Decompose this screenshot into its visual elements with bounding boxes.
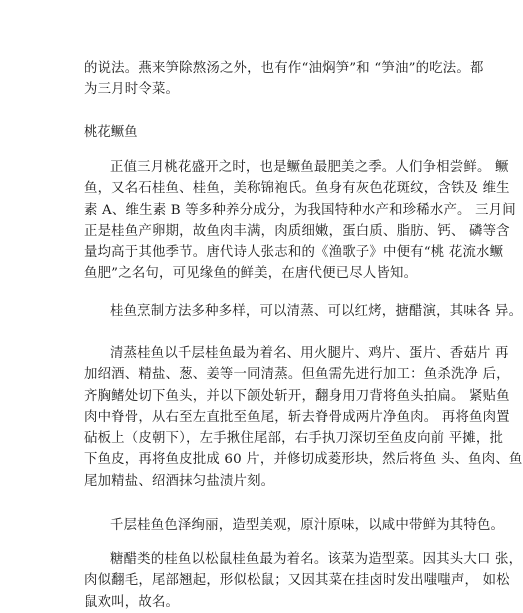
paragraph-thousand-layer-fish [84, 515, 505, 536]
text-line: 鼠欢叫，故名。 [84, 594, 180, 610]
text-line: 素 A、维生素 B 等多种养分成分，为我国特种水产和珍稀水产。 三月间 [84, 202, 516, 218]
text-line: 为三月时令菜。 [84, 82, 180, 98]
text-line: 齐胸鳍处切下鱼头，并以下颌处斩开，翻身用刀背将鱼头拍扁。 紧贴鱼 [84, 388, 510, 404]
text-line: 尾加精盐、绍酒抹匀盐渍片刻。 [84, 473, 275, 489]
text-line: 的说法。燕来笋除熬汤之外，也有作“油焖笋”和 “笋油”的吃法。都 [84, 61, 484, 76]
text-line: 鱼肥”之名句，可见缘鱼的鲜美，在唐代便已尽人皆知。 [84, 266, 418, 282]
paragraph-sweet-sour-fish [84, 549, 523, 613]
paragraph-bamboo-ending [84, 58, 484, 101]
text-line: 鱼，又名石桂鱼、桂鱼，美称锦袍氏。鱼身有灰色花斑纹，含铁及 维生 [84, 181, 510, 197]
text-line: 下鱼皮，再将鱼皮批成 60 片，并修切成菱形块，然后将鱼 头、鱼肉、鱼 [84, 452, 523, 468]
text-line: 千层桂鱼色泽绚丽，造型美观，原汁原味，以咸中带鲜为其特色。 [110, 518, 505, 533]
text-line: 糖醋类的桂鱼以松鼠桂鱼最为着名。该菜为造型菜。因其头大口 张， [110, 552, 523, 567]
text-line: 加绍酒、精盐、葱、姜等一同清蒸。但鱼需先进行加工：鱼杀洗净 后， [84, 367, 510, 383]
section-heading [84, 122, 138, 143]
text-line: 桂鱼烹制方法多种多样，可以清蒸、可以红烤，搪醋演，其味各 异。 [110, 304, 523, 319]
text-line: 砧板上（皮朝下），左手揪住尾部，右手执刀深切至鱼皮向前 平摊，批 [84, 431, 504, 447]
paragraph-cooking-methods [84, 301, 523, 322]
text-line: 正是桂鱼产卵期，故鱼肉丰满，肉质细嫩，蛋白质、脂肪、钙、 磷等含 [84, 223, 510, 239]
text-line: 正值三月桃花盛开之时，也是鳜鱼最肥美之季。人们争相尝鲜。 鳜 [110, 160, 509, 175]
paragraph-steamed-fish [84, 343, 523, 492]
text-line: 量均高于其他季节。唐代诗人张志和的《渔歌子》中便有“桃 花流水鳜 [84, 245, 504, 261]
heading-text: 桃花鳜鱼 [84, 125, 138, 140]
paragraph-mandarin-fish-intro [84, 157, 516, 285]
text-line: 清蒸桂鱼以千层桂鱼最为着名、用火腿片、鸡片、蛋片、香菇片 再 [110, 346, 509, 361]
text-line: 肉似翻毛，尾部翘起，形似松鼠；又因其菜在挂卤时发出嗤嗤声， 如松 [84, 573, 510, 589]
text-line: 肉中脊骨，从右至左直批至鱼尾，斩去脊骨成两片净鱼肉。 再将鱼肉置 [84, 409, 510, 425]
